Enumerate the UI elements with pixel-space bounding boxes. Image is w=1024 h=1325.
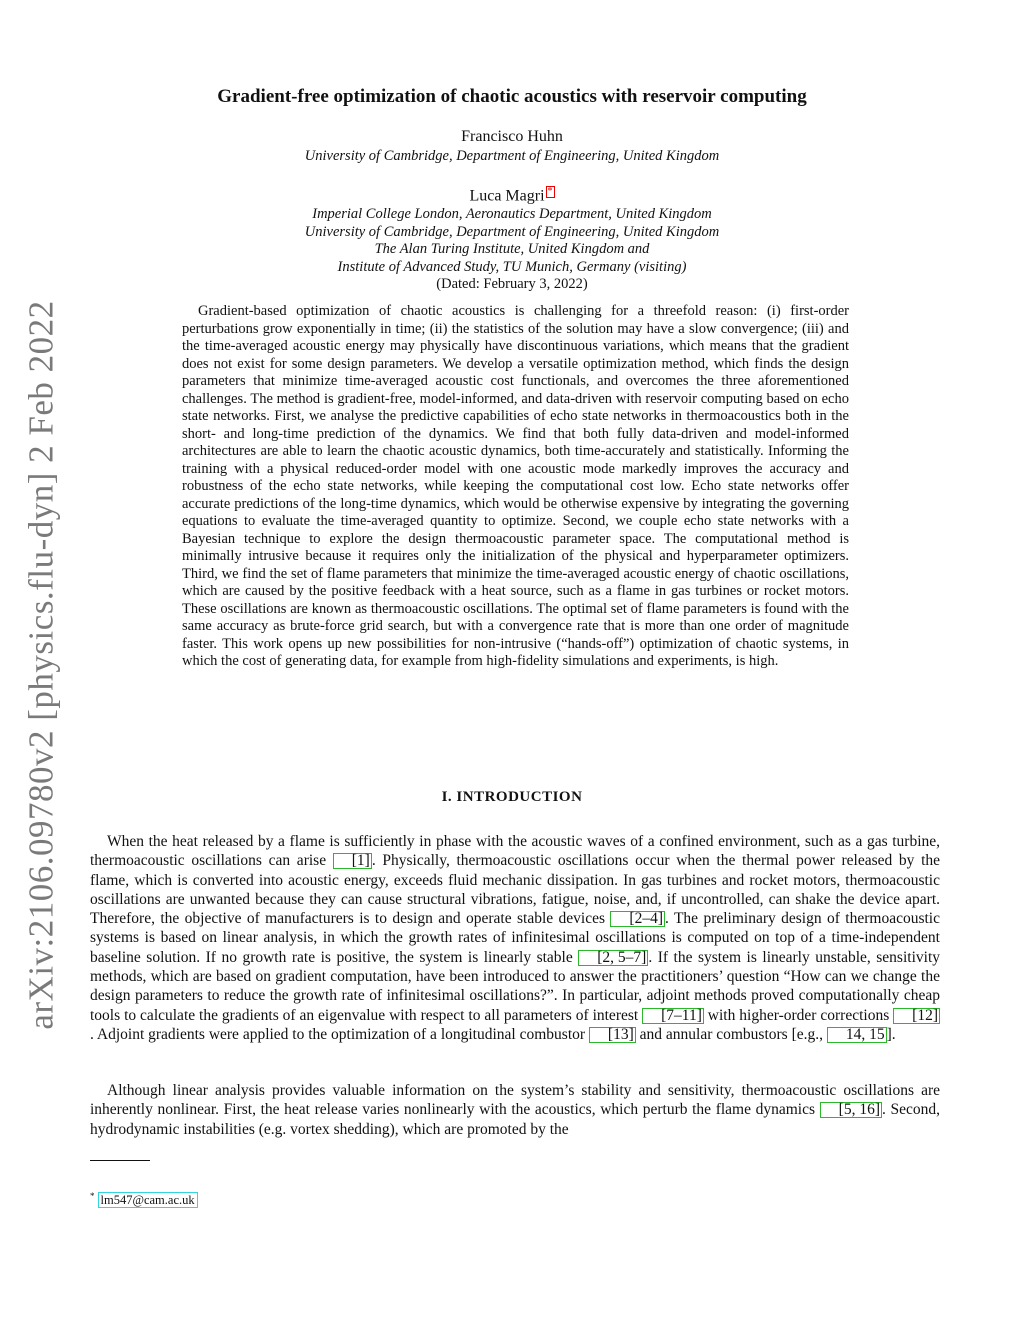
citation-link[interactable]: [1] (333, 853, 372, 869)
citation-link[interactable]: [2, 5–7] (578, 950, 648, 966)
author-magri (0, 186, 1024, 205)
affiliation-magri-2: University of Cambridge, Department of Engineering, United Kingdom (304, 223, 720, 240)
intro-paragraph-2 (90, 1081, 940, 1139)
text-run: with higher-order corrections (703, 1006, 894, 1024)
citation-link[interactable]: [7–11] (642, 1008, 704, 1024)
affiliation-magri-3: The Alan Turing Institute, United Kingdom and (374, 241, 650, 257)
intro-paragraph-1 (90, 832, 940, 1044)
text-run: ]. (886, 1025, 896, 1043)
text-run: and annular combustors [e.g., (635, 1025, 827, 1043)
section-heading-introduction: I. INTRODUCTION (441, 789, 583, 805)
author-name-magri: Luca Magri (469, 187, 545, 205)
footnote-link[interactable]: * (547, 186, 553, 197)
arxiv-identifier: arXiv:2106.09780v2 [physics.flu-dyn] 2 Feb 2022 (22, 300, 62, 1030)
text-run: . If the system is linearly unstable, sensitivity methods, which are based on gradient computation, have been introduced to answer the practitioners’ question “How can we change the design parameters to reduce the growth rate of infinitesimal oscillations?”. In particular, adjoint methods proved computationally cheap tools to calculate the gradients of an eigenvalue with respect to all parameters of interest (90, 948, 941, 1024)
affiliation-huhn: University of Cambridge, Department of Engineering, United Kingdom (304, 148, 720, 164)
citation-link[interactable]: [2–4] (610, 911, 665, 927)
footnote (90, 1191, 198, 1208)
citation-link[interactable]: [12] (893, 1008, 940, 1024)
email-link[interactable]: lm547@cam.ac.uk (98, 1192, 198, 1208)
text-run: When the heat released by a flame is sufficiently in phase with the acoustic waves of a confined environment, such as a gas turbine, thermoacoustic oscillations can arise (90, 833, 940, 870)
footnote-rule (90, 1160, 150, 1161)
abstract: Gradient-based optimization of chaotic acoustics is challenging for a threefold reason: (i) first-order perturbations grow exponentially in time; (ii) the statistics of the solution may have a slow convergence; (iii) and the time-averaged acoustic energy may physically have discontinuous variations, which means that the gradient does not exist for some design parameters. We develop a versatile optimization method, which finds the design parameters that minimize time-averaged acoustic cost functionals, and overcomes the three aforementioned challenges. The method is gradient-free, model-informed, and data-driven with reservoir computing based on echo state networks. First, we analyse the predictive capabilities of echo state networks in thermoacoustics both in the short- and long-time prediction of the dynamics. We find that both fully data-driven and model-informed architectures are able to learn the chaotic acoustic dynamics, both time-accurately and statistically. Informing the training with a physical reduced-order model with one acoustic mode markedly improves the accuracy and robustness of the echo state networks, while keeping the computational cost low. Echo state networks offer accurate predictions of the long-time dynamics, which would be otherwise expensive by integrating the governing equations to evaluate the time-averaged quantity to optimize. Second, we couple echo state networks with a Bayesian technique to explore the design thermoacoustic parameter space. The computational method is minimally intrusive because it requires only the initialization of the physical and hyperparameter optimizers. Third, we find the set of flame parameters that minimize the time-averaged acoustic energy of chaotic oscillations, which are caused by the positive feedback with a heat source, such as a flame in gas turbines or rocket motors. These oscillations are known as thermoacoustic oscillations. The optimal set of flame parameters is found with the same accuracy as brute-force grid search, but with a convergence rate that is more than one order of magnitude faster. This work opens up new possibilities for non-intrusive (“hands-off”) optimization of chaotic systems, in which the cost of generating data, for example from high-fidelity simulations and experiments, is high. (182, 303, 849, 669)
text-run: . Second, hydrodynamic instabilities (e.g. vortex shedding), which are promoted by the (90, 1101, 940, 1138)
paper-title: Gradient-free optimization of chaotic acoustics with reservoir computing (217, 86, 807, 107)
author-name-huhn: Francisco Huhn (461, 128, 563, 145)
affiliation-magri-4: Institute of Advanced Study, TU Munich, Germany (visiting) (337, 258, 687, 275)
footnote-mark: * (90, 1191, 95, 1201)
date-line: (Dated: February 3, 2022) (436, 276, 588, 292)
arxiv-sidebar (22, 300, 62, 1030)
citation-link[interactable]: [13] (589, 1027, 636, 1043)
text-run: . Adjoint gradients were applied to the optimization of a longitudinal combustor (90, 1025, 589, 1043)
text-run: . The preliminary design of thermoacoustic systems is based on linear analysis, in which the growth rates of infinitesimal oscillations is computed on top of a time-independent baseline solution. If no growth rate is positive, the system is linearly stable (90, 910, 940, 966)
citation-link[interactable]: [5, 16] (820, 1102, 882, 1118)
affiliation-magri-1: Imperial College London, Aeronautics Department, United Kingdom (312, 206, 712, 222)
citation-link[interactable]: 14, 15 (827, 1027, 887, 1043)
text-run: . Physically, thermoacoustic oscillations occur when the thermal power released by the flame, which is converted into acoustic energy, exceeds fluid mechanic dissipation. In gas turbines and rocket motors, thermoacoustic oscillations are unwanted because they can cause structural vibrations, fatigue, noise, and, if uncontrolled, can shake the device apart. Therefore, the objective of manufacturers is to design and operate stable devices (90, 852, 941, 928)
text-run: Although linear analysis provides valuable information on the system’s stability and sensitivity, thermoacoustic oscillations are inherently nonlinear. First, the heat release varies nonlinearly with the acoustics, which perturb the flame dynamics (90, 1082, 940, 1119)
